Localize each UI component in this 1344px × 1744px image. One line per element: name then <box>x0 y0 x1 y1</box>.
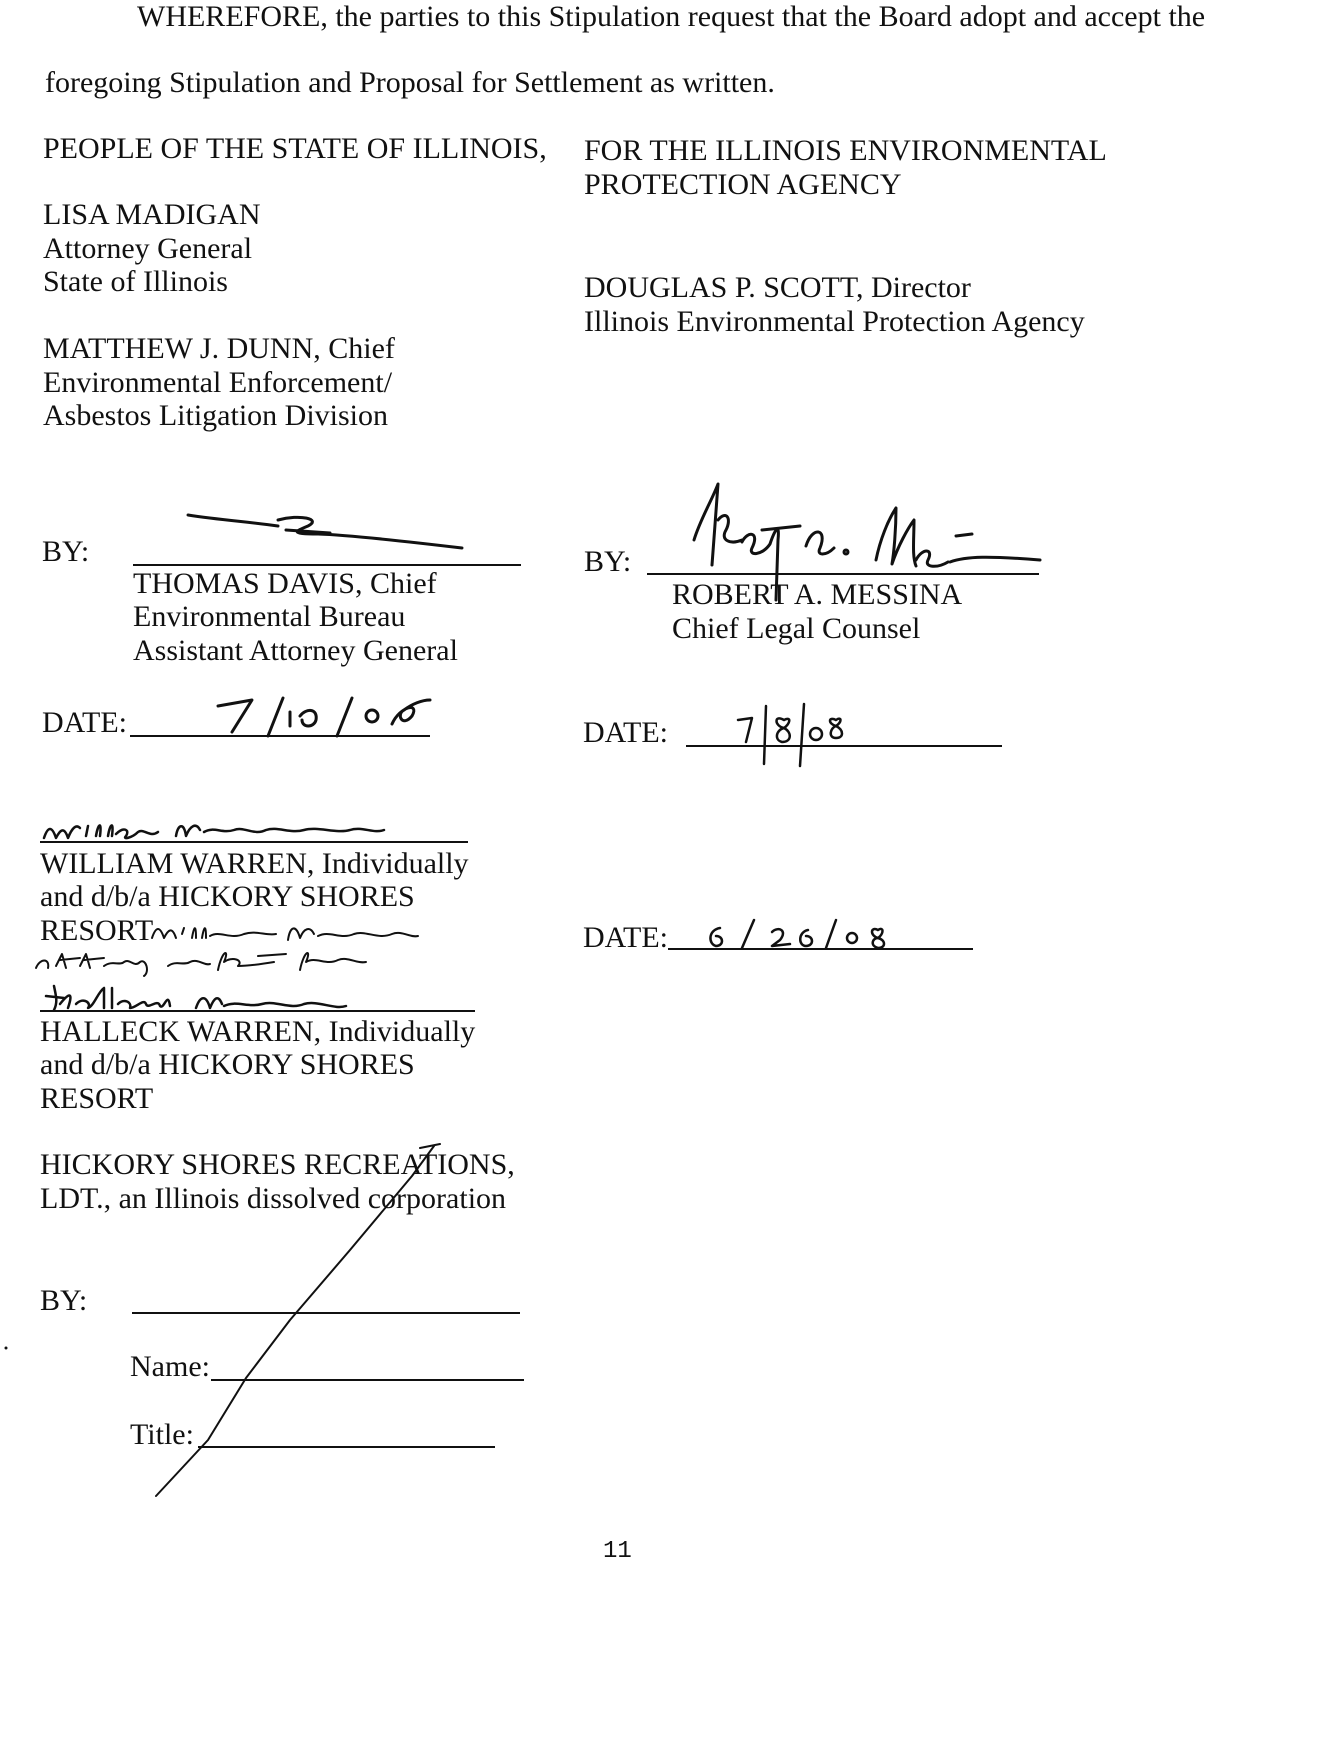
director-agency: Illinois Environmental Protection Agency <box>584 305 1085 338</box>
thomas-davis-signature <box>188 515 462 548</box>
corporation-title-field-line[interactable] <box>198 1446 495 1448</box>
right-date-handwritten <box>738 704 842 766</box>
attorney-general-title: Attorney General <box>43 232 253 265</box>
right-date-label: DATE: <box>583 716 668 749</box>
halleck-signature-line <box>40 1010 475 1012</box>
attorney-general-name: LISA MADIGAN <box>43 198 261 231</box>
corporation-by-label: BY: <box>40 1284 88 1317</box>
corporation-title-label: Title: <box>130 1418 194 1451</box>
margin-dot-mark <box>5 1347 8 1350</box>
people-heading: PEOPLE OF THE STATE OF ILLINOIS, <box>43 132 547 165</box>
halleck-warren-line-3: RESORT <box>40 1082 154 1115</box>
william-signature-line <box>40 841 468 843</box>
corporation-name-line-1: HICKORY SHORES RECREATIONS, <box>40 1148 515 1181</box>
william-warren-line-3: RESORT <box>40 914 154 947</box>
warren-date-label: DATE: <box>583 921 668 954</box>
halleck-warren-signature <box>46 986 346 1010</box>
division-chief-line-3: Asbestos Litigation Division <box>43 399 388 432</box>
right-signer-title: Chief Legal Counsel <box>672 612 921 645</box>
warren-date-line <box>668 948 973 950</box>
agency-heading-line-2: PROTECTION AGENCY <box>584 168 902 201</box>
right-signer-name: ROBERT A. MESSINA <box>672 578 963 611</box>
halleck-warren-line-2: and d/b/a HICKORY SHORES <box>40 1048 415 1081</box>
division-chief-line-2: Environmental Enforcement/ <box>43 366 393 399</box>
corporation-name-label: Name: <box>130 1350 210 1383</box>
corporation-name-line-2: LDT., an Illinois dissolved corporation <box>40 1182 507 1215</box>
corporation-signature-line[interactable] <box>132 1312 520 1314</box>
left-signer-line-2: Environmental Bureau <box>133 600 406 633</box>
right-date-line <box>686 745 1002 747</box>
right-signature-line <box>647 573 1039 575</box>
body-paragraph-line-2: foregoing Stipulation and Proposal for Settlement as written. <box>45 66 775 99</box>
page-number: 11 <box>603 1538 632 1565</box>
left-date-label: DATE: <box>42 706 127 739</box>
warren-date-handwritten <box>710 920 884 948</box>
halleck-warren-line-1: HALLECK WARREN, Individually <box>40 1015 476 1048</box>
division-chief-name: MATTHEW J. DUNN, Chief <box>43 332 395 365</box>
body-paragraph-line-1: WHEREFORE, the parties to this Stipulation request that the Board adopt and accept the <box>137 0 1206 33</box>
william-warren-line-1: WILLIAM WARREN, Individually <box>40 847 469 880</box>
william-warren-line-2: and d/b/a HICKORY SHORES <box>40 880 415 913</box>
left-by-label: BY: <box>42 535 90 568</box>
attorney-general-state: State of Illinois <box>43 265 228 298</box>
agency-heading-line-1: FOR THE ILLINOIS ENVIRONMENTAL <box>584 134 1107 167</box>
left-signer-name: THOMAS DAVIS, Chief <box>133 567 437 600</box>
director-name: DOUGLAS P. SCOTT, Director <box>584 271 971 304</box>
left-date-line <box>130 735 430 737</box>
right-by-label: BY: <box>584 545 632 578</box>
left-signer-line-3: Assistant Attorney General <box>133 634 458 667</box>
corporation-name-field-line[interactable] <box>211 1379 524 1381</box>
left-date-handwritten <box>218 698 430 736</box>
william-warren-signature <box>44 825 384 838</box>
